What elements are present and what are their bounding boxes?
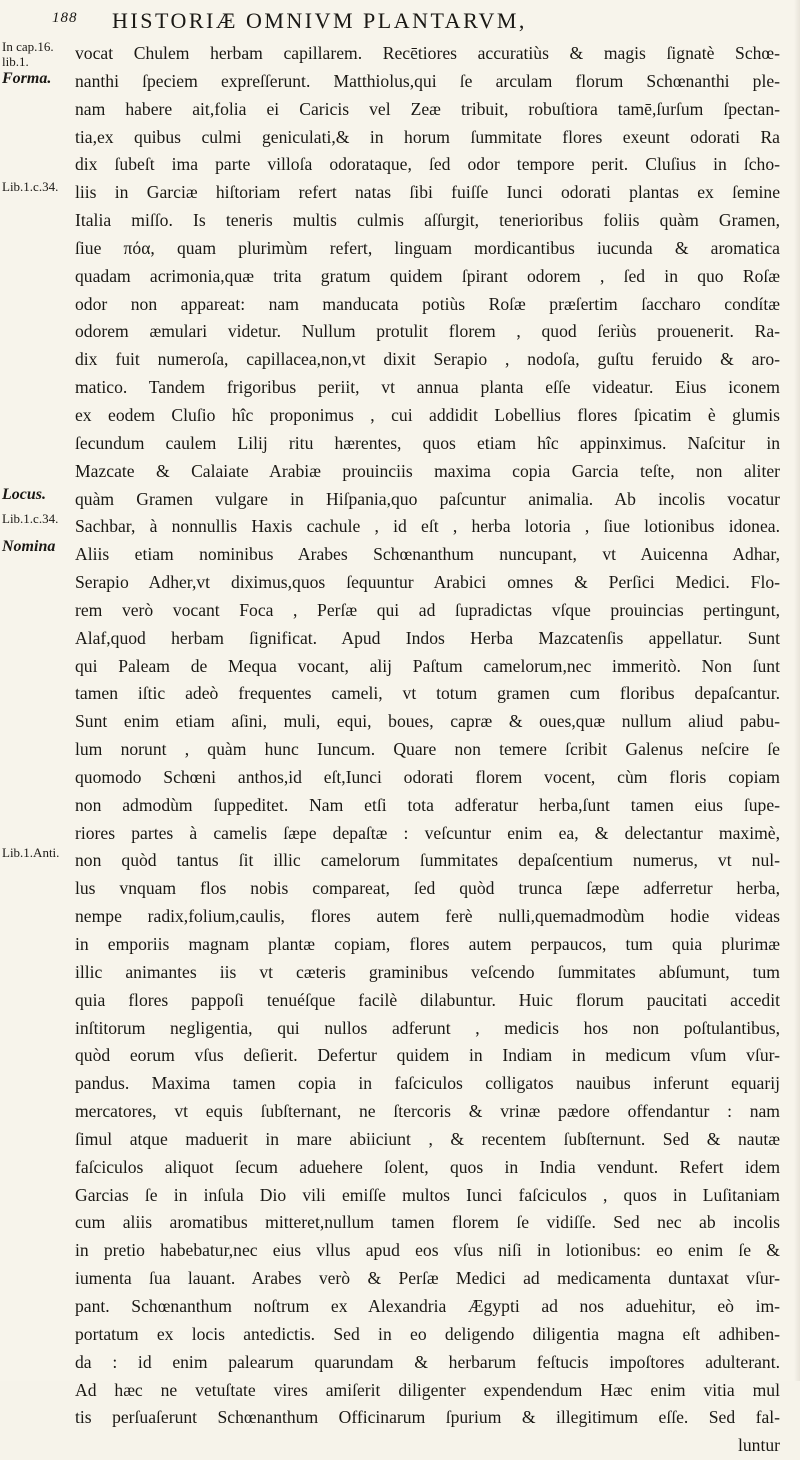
text-line: non admodùm ſuppeditet. Nam etſi tota adferatur herba,ſunt tamen eius ſupe- [75, 794, 780, 815]
text-line: luntur [737, 1435, 780, 1456]
body-text [75, 40, 780, 1460]
text-line: faſciculos aliquot ſecum aduehere ſolent, quos in India vendunt. Refert idem [75, 1156, 780, 1177]
text-line: Sachbar, à nonnullis Haxis cachule , id eſt , herba lotoria , ſiue lotionibus idonea. [75, 516, 780, 537]
text-line: Italia miſſo. Is teneris multis culmis aſſurgit, tenerioribus foliis quàm Gramen, [75, 210, 780, 231]
text-line: Mazcate & Calaiate Arabiæ prouinciis maxima copia Garcia teſte, non aliter [75, 460, 780, 481]
text-line: in emporiis magnam plantæ copiam, flores autem perpaucos, tum quia plurimæ [75, 934, 780, 954]
text-line: pandus. Maxima tamen copia in faſciculos colligatos nauibus inferunt equarij [75, 1073, 780, 1094]
text-line: cum aliis aromatibus mitteret,nullum tamen florem ſe vidiſſe. Sed nec ab incolis [75, 1212, 780, 1233]
margin-note-locus-ref: Lib.1.c.34. [2, 511, 59, 526]
text-line: ſimul atque maduerit in mare abiiciunt , & recentem ſubſternunt. Sed & nautæ [75, 1128, 780, 1149]
text-line: lus vnquam flos nobis compareat, ſed quòd trunca ſæpe adferretur herba, [75, 878, 780, 899]
text-line: dix ſubeſt ima parte villoſa odorataque, ſed odor tempore perit. Cluſius in ſcho- [75, 154, 780, 175]
text-line: riores partes à camelis ſæpe depaſtæ : veſcuntur enim ea, & delectantur maximè, [75, 822, 780, 843]
text-line: da : id enim palearum quarundam & herbarum feſtucis impoſtores adulterant. [75, 1351, 780, 1372]
text-line: vocat Chulem herbam capillarem. Recētiores accuratiùs & magis ſignatè Schœ- [75, 43, 780, 63]
text-line: quia flores pappoſi tenuéſque facilè dilabuntur. Huic florum paucitati accedit [75, 989, 780, 1010]
text-line: qui Paleam de Mequa vocant, alij Paſtum camelorum,nec immeritò. Non ſunt [75, 655, 780, 676]
text-line: non quòd tantus ſit illic camelorum ſummitates depaſcentium numerus, vt nul- [75, 850, 780, 871]
text-line: odorem æmulari videtur. Nullum protulit florem , quod ſeriùs prouenerit. Ra- [75, 321, 780, 342]
margin-notes [0, 0, 60, 1381]
margin-note-garcia-ref: Lib.1.c.34. [2, 179, 59, 194]
text-line: Sunt enim etiam aſini, muli, equi, boues, capræ & oues,quæ nullum aliud pabu- [75, 711, 780, 732]
text-line: quòd eorum vſus deſierit. Defertur quidem in Indiam in medicum vſum vſur- [75, 1045, 780, 1066]
text-line: nanthi ſpeciem expreſſerunt. Matthiolus,qui ſe arculam florum Schœnanthi ple- [75, 70, 780, 91]
text-line: dix fuit numeroſa, capillacea,non,vt dixit Serapio , nodoſa, guſtu feruido & aro- [75, 349, 780, 370]
text-line: Garcias ſe in inſula Dio vili emiſſe multos Iunci faſciculos , quos in Luſitaniam [75, 1184, 780, 1205]
text-line: ſiue πόα, quam plurimùm refert, linguam mordicantibus iucunda & aromatica [75, 237, 780, 258]
text-line: quomodo Schœni anthos,id eſt,Iunci odorati florem vocent, cùm floris copiam [75, 766, 780, 787]
text-line: nempe radix,folium,caulis, flores autem ferè nulli,quemadmodùm hodie videas [75, 906, 780, 927]
text-line: Serapio Adher,vt diximus,quos ſequuntur Arabici omnes & Perſici Medici. Flo- [75, 572, 780, 593]
text-line: tia,ex quibus culmi geniculati,& in horum ſummitate flores exeunt odorati Ra [75, 126, 780, 147]
margin-note-forma: Forma. [2, 70, 52, 87]
page-header [52, 8, 752, 38]
text-line: ſecundum caulem Lilij ritu hærentes, quos etiam hîc appinximus. Naſcitur in [75, 432, 780, 453]
running-head: HISTORIÆ OMNIVM PLANTARVM, [112, 8, 527, 33]
text-line: nam habere ait,folia ei Caricis vel Zeæ tribuit, robuſtiora tamē,ſurſum ſpectan- [75, 98, 780, 119]
text-line: odor non appareat: nam manducata potiùs Roſæ præſertim ſaccharo condítæ [75, 293, 780, 314]
margin-note-book-ref: lib.1. [2, 54, 29, 69]
margin-note-chapter-ref: In cap.16. [2, 39, 54, 54]
text-line: Aliis etiam nominibus Arabes Schœnanthum nuncupant, vt Auicenna Adhar, [75, 544, 780, 565]
margin-note-nomina: Nomina [2, 538, 56, 555]
text-line: tamen iſtic adeò frequentes cameli, vt totum gramen cum floribus depaſcantur. [75, 683, 780, 704]
text-line: in pretio habebatur,nec eius vllus apud eos vſus niſi in lotionibus: eo enim ſe & [75, 1240, 780, 1261]
margin-note-locus: Locus. [2, 486, 46, 503]
text-line: rem verò vocant Foca , Perſæ qui ad ſupradictas vſque prouincias pertingunt, [75, 599, 780, 620]
text-line: Ad hæc ne vetuſtate vires amiſerit diligenter expendendum Hæc enim vitia mul [75, 1379, 780, 1400]
margin-note-galen-ref: Lib.1.Anti. [2, 845, 60, 860]
text-line: inſtitorum negligentia, qui nullos adferunt , medicis hos non poſtulantibus, [75, 1017, 780, 1038]
text-line: quàm Gramen vulgare in Hiſpania,quo paſcuntur animalia. Ab incolis vocatur [75, 488, 780, 509]
page-edge-shadow [794, 0, 800, 1381]
text-line: portatum ex locis antedictis. Sed in eo deligendo diligentia magna eſt adhiben- [75, 1323, 780, 1344]
text-line: Alaf,quod herbam ſignificat. Apud Indos Herba Mazcatenſis appellatur. Sunt [75, 627, 780, 648]
text-line: liis in Garciæ hiſtoriam refert natas ſibi fuiſſe Iunci odorati plantas ex ſemine [75, 182, 780, 203]
text-line: ex eodem Cluſio hîc proponimus , cui addidit Lobellius flores ſpicatim è glumis [75, 404, 780, 425]
text-line: matico. Tandem frigoribus periit, vt annua planta eſſe videatur. Eius iconem [75, 377, 780, 398]
text-line: pant. Schœnanthum noſtrum ex Alexandria Ægypti ad nos aduehitur, eò im- [75, 1295, 780, 1316]
text-line: lum norunt , quàm hunc Iuncum. Quare non temere ſcribit Galenus neſcire ſe [75, 739, 780, 760]
page-number: 188 [52, 10, 78, 26]
text-line: quadam acrimonia,quæ trita gratum quidem ſpirant odorem , ſed in quo Roſæ [75, 265, 780, 286]
text-line: tis perſuaſerunt Schœnanthum Officinarum ſpurium & illegitimum eſſe. Sed fal- [75, 1407, 780, 1428]
text-line: mercatores, vt equis ſubſternant, ne ſtercoris & vrinæ pædore offendantur : nam [75, 1101, 780, 1122]
text-line: iumenta ſua lauant. Arabes verò & Perſæ Medici ad medicamenta duntaxat vſur- [75, 1268, 780, 1289]
text-line: illic animantes iis vt cæteris graminibus veſcendo ſummitates abſumunt, tum [75, 961, 780, 982]
